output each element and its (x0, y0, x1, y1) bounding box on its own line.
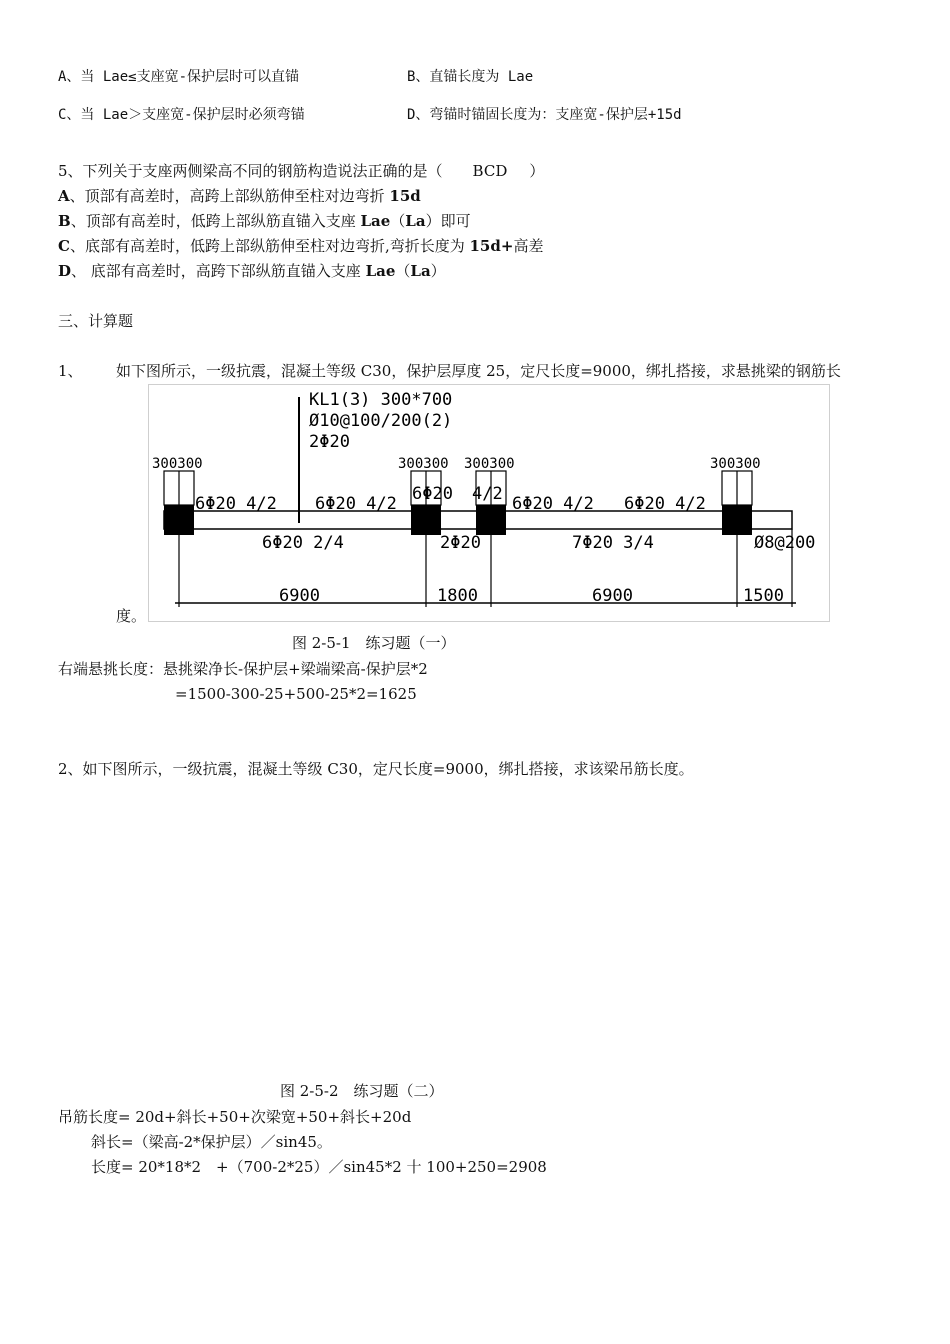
dimension-span-2: 1800 (437, 586, 478, 606)
dimension-cantilever: 1500 (743, 586, 784, 606)
calc-1-text: 如下图所示，一级抗震，混凝土等级 C30，保护层厚度 25，定尺长度=9000，绑扎搭接，求悬挑梁的钢筋长 (116, 362, 841, 380)
top-bar-label-6: 6Φ20 4/2 (624, 494, 706, 514)
stirrup-label: Ø8@200 (754, 533, 816, 553)
support-label-1: 300300 (152, 456, 203, 472)
calc-1-text-continuation: 度。 (116, 607, 147, 625)
top-bar-label-4: 4/2 (472, 484, 503, 504)
top-bar-label-3: 6Φ20 (412, 484, 453, 504)
figure-2-caption: 图 2-5-2 练习题（二） (280, 1082, 444, 1100)
section-title: 三、计算题 (58, 312, 134, 330)
calc-1-answer-2: =1500-300-25+500-25*2=1625 (175, 685, 417, 703)
beam-diagram (149, 385, 829, 621)
dimension-span-1: 6900 (279, 586, 320, 606)
bottom-bar-label-3: 7Φ20 3/4 (572, 533, 654, 553)
support-label-4: 300300 (710, 456, 761, 472)
top-bar-label-2: 6Φ20 4/2 (315, 494, 397, 514)
beam-header-1: KL1(3) 300*700 (309, 390, 453, 410)
question-5-option-a: A、顶部有高差时，高跨上部纵筋伸至柱对边弯折 15d (58, 187, 421, 205)
support-label-3: 300300 (464, 456, 515, 472)
column-1 (164, 471, 194, 535)
calc-2-text: 2、如下图所示，一级抗震，混凝土等级 C30，定尺长度=9000，绑扎搭接，求该梁吊筋长度。 (58, 760, 694, 778)
top-bar-label-5: 6Φ20 4/2 (512, 494, 594, 514)
beam-header-3: 2Φ20 (309, 432, 350, 452)
calc-2-answer-2: 斜长=（梁高-2*保护层）／sin45。 (91, 1133, 332, 1151)
bottom-bar-label-1: 6Φ20 2/4 (262, 533, 344, 553)
beam-header-2: Ø10@100/200(2) (309, 411, 453, 431)
option-b: B、直锚长度为 Lae (407, 69, 534, 85)
support-label-2: 300300 (398, 456, 449, 472)
bottom-bar-label-2: 2Φ20 (440, 533, 481, 553)
option-a: A、当 Lae≤支座宽-保护层时可以直锚 (58, 69, 300, 85)
question-5-answer: BCD (472, 162, 508, 180)
beam-figure-1 (148, 384, 830, 622)
calc-1-number: 1、 (58, 362, 83, 380)
column-4 (722, 471, 752, 535)
option-d: D、弯锚时锚固长度为：支座宽-保护层+15d (407, 107, 682, 123)
question-5-option-d: D、 底部有高差时，高跨下部纵筋直锚入支座 Lae（La） (58, 262, 446, 280)
dimension-span-3: 6900 (592, 586, 633, 606)
option-c: C、当 Lae＞支座宽-保护层时必须弯锚 (58, 107, 305, 123)
calc-2-answer-1: 吊筋长度= 20d+斜长+50+次梁宽+50+斜长+20d (58, 1108, 412, 1126)
question-5-option-b: B、顶部有高差时，低跨上部纵筋直锚入支座 Lae（La）即可 (58, 212, 471, 230)
calc-1-answer-1: 右端悬挑长度：悬挑梁净长-保护层+梁端梁高-保护层*2 (58, 660, 428, 678)
top-bar-label-1: 6Φ20 4/2 (195, 494, 277, 514)
question-5-stem: 5、下列关于支座两侧梁高不同的钢筋构造说法正确的是（ BCD ） (58, 162, 545, 180)
calc-2-answer-3: 长度= 20*18*2 +（700-2*25）／sin45*2 十 100+250=2908 (91, 1158, 547, 1176)
question-5-option-c: C、底部有高差时，低跨上部纵筋伸至柱对边弯折,弯折长度为 15d+高差 (58, 237, 544, 255)
figure-1-caption: 图 2-5-1 练习题（一） (292, 634, 456, 652)
